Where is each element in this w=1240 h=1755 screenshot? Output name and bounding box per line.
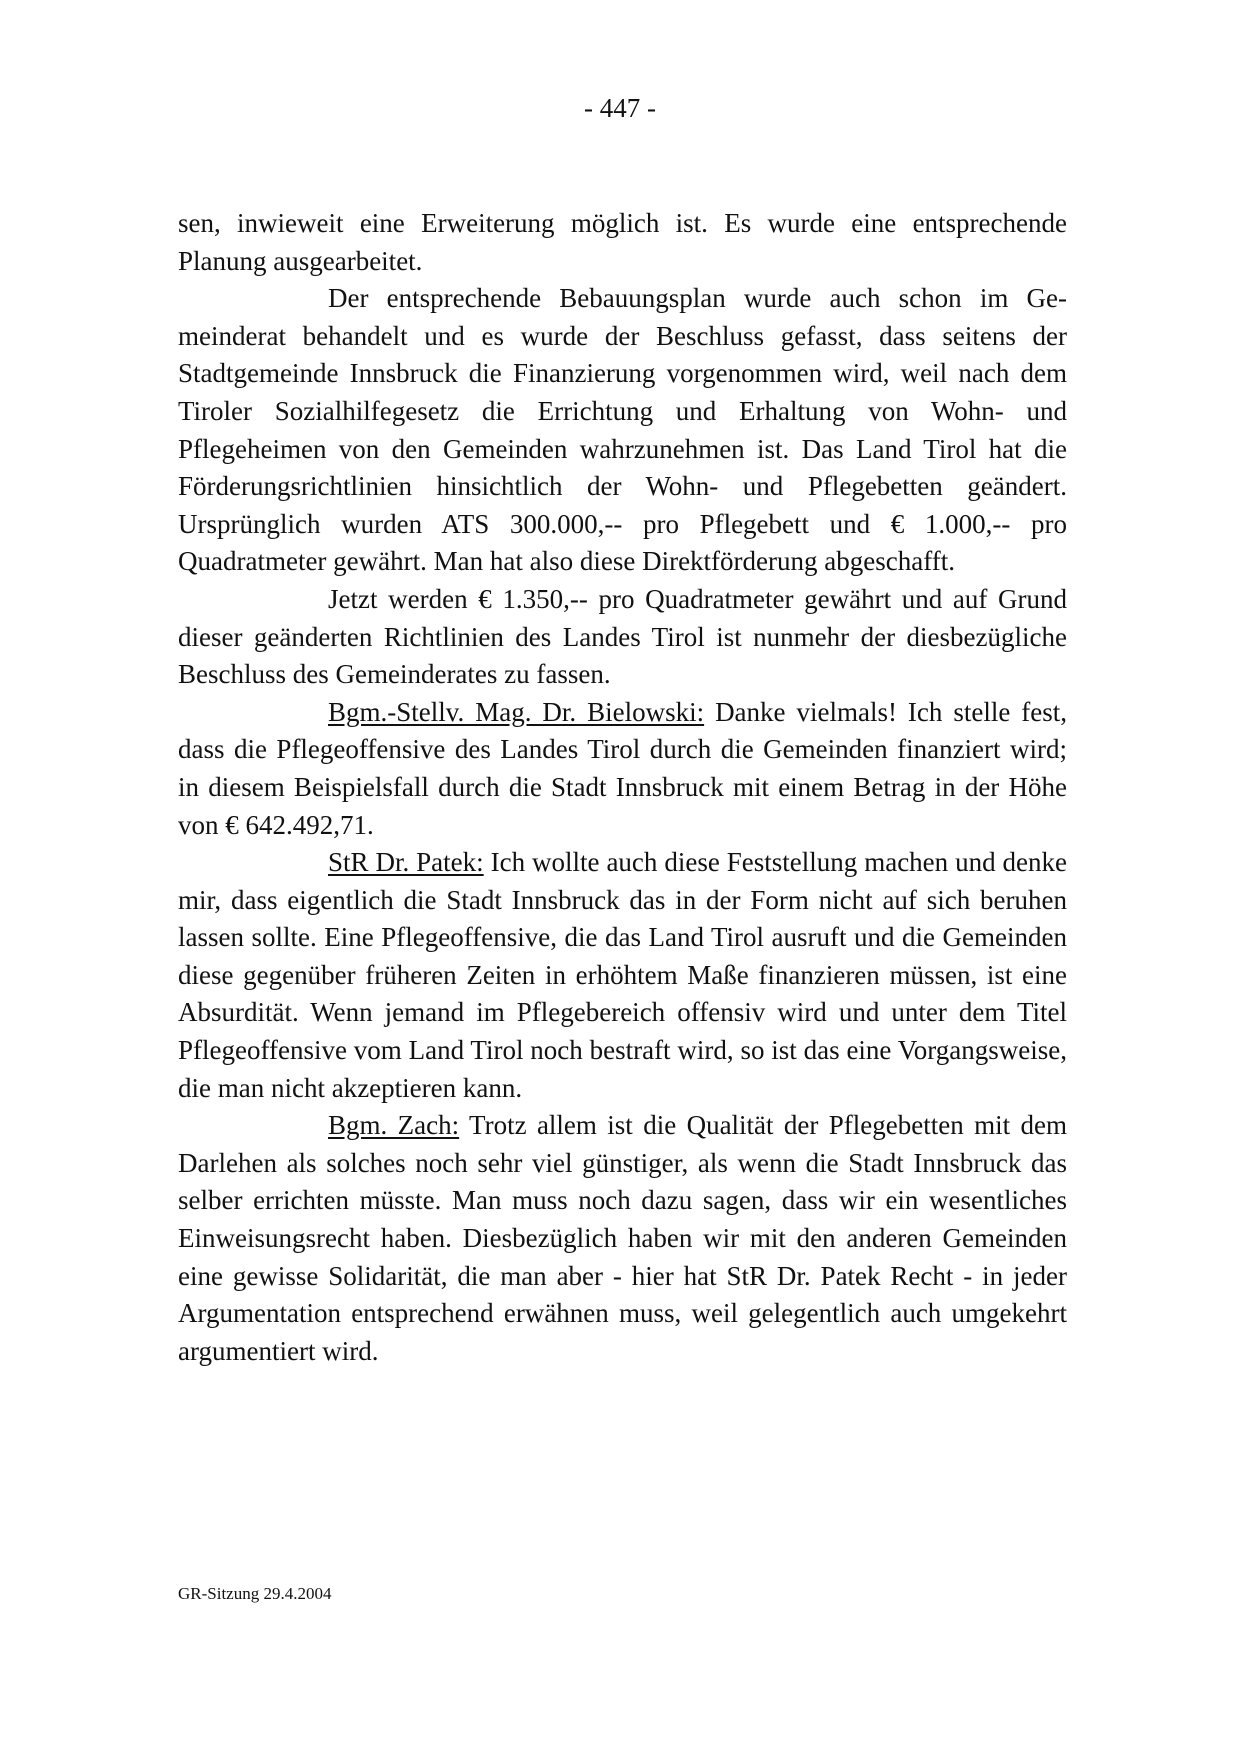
document-body: [178, 205, 1067, 1370]
speaker-name: Bgm. Zach:: [328, 1110, 460, 1141]
speaker-name: Bgm.-Stellv. Mag. Dr. Bielowski:: [328, 696, 705, 727]
paragraph-text: sen, inwieweit eine Erweiterung möglich ist. Es wurde eine entsprechende Planung ausgearbeitet.: [178, 208, 1067, 276]
paragraph-3: [178, 581, 1067, 694]
paragraph-5: [178, 844, 1067, 1107]
paragraph-text: Jetzt werden € 1.350,-- pro Quadratmeter gewährt und auf Grund dieser geänderten Richtlinien des Landes Tirol ist nunmehr der diesbezügliche Beschluss des Gemeinderates zu fassen.: [178, 583, 1067, 690]
paragraph-text: Danke vielmals! Ich stelle fest, dass die Pflegeoffensive des Landes Tirol durch die Gemeinden finanziert wird; in diesem Beispielsfall durch die Stadt Innsbruck mit einem Betrag in der Höhe von € 642.492,71.: [178, 696, 1067, 840]
footer-session-date: GR-Sitzung 29.4.2004: [178, 1584, 332, 1603]
paragraph-text: Der entsprechende Bebauungsplan wurde auch schon im Gemeinderat behandelt und es wurde der Beschluss gefasst, dass seitens der Stadtgemeinde Innsbruck die Finanzierung vorgenommen wird, weil nach dem Tiroler Sozialhilfegesetz die Errichtung und Erhaltung von Wohn- und Pflegeheimen von den Gemeinden wahrzunehmen ist. Das Land Tirol hat die Förderungsrichtlinien hinsichtlich der Wohn- und Pflegebetten geändert. Ursprünglich wurden ATS 300.000,-- pro Pflegebett und € 1.000,-- pro Quadratmeter gewährt. Man hat also diese Direktförderung abgeschafft.: [178, 283, 1067, 577]
paragraph-text: Trotz allem ist die Qualität der Pflegebetten mit dem Darlehen als solches noch sehr viel günstiger, als wenn die Stadt Innsbruck das selber errichten müsste. Man muss noch dazu sagen, dass wir ein wesentliches Einweisungsrecht haben. Diesbezüglich haben wir mit den anderen Gemeinden eine gewisse Solidarität, die man aber - hier hat StR Dr. Patek Recht - in jeder Argumentation entsprechend erwähnen muss, weil gelegentlich auch umgekehrt argumentiert wird.: [178, 1110, 1068, 1366]
page-number: - 447 -: [584, 93, 656, 123]
paragraph-4: [178, 694, 1067, 844]
paragraph-text: Ich wollte auch diese Feststellung machen und denke mir, dass eigentlich die Stadt Innsbruck das in der Form nicht auf sich beruhen lassen sollte. Eine Pflegeoffensive, die das Land Tirol ausruft und die Gemeinden diese gegenüber früheren Zeiten in erhöhtem Maße finanzieren müssen, ist eine Absurdität. Wenn jemand im Pflegebereich offensiv wird und unter dem Titel Pflegeoffensive vom Land Tirol noch bestraft wird, so ist das eine Vorgangsweise, die man nicht akzeptieren kann.: [178, 847, 1068, 1103]
paragraph-2: [178, 280, 1067, 581]
paragraph-1: [178, 205, 1067, 280]
paragraph-6: [178, 1107, 1067, 1370]
speaker-name: StR Dr. Patek:: [328, 847, 484, 878]
